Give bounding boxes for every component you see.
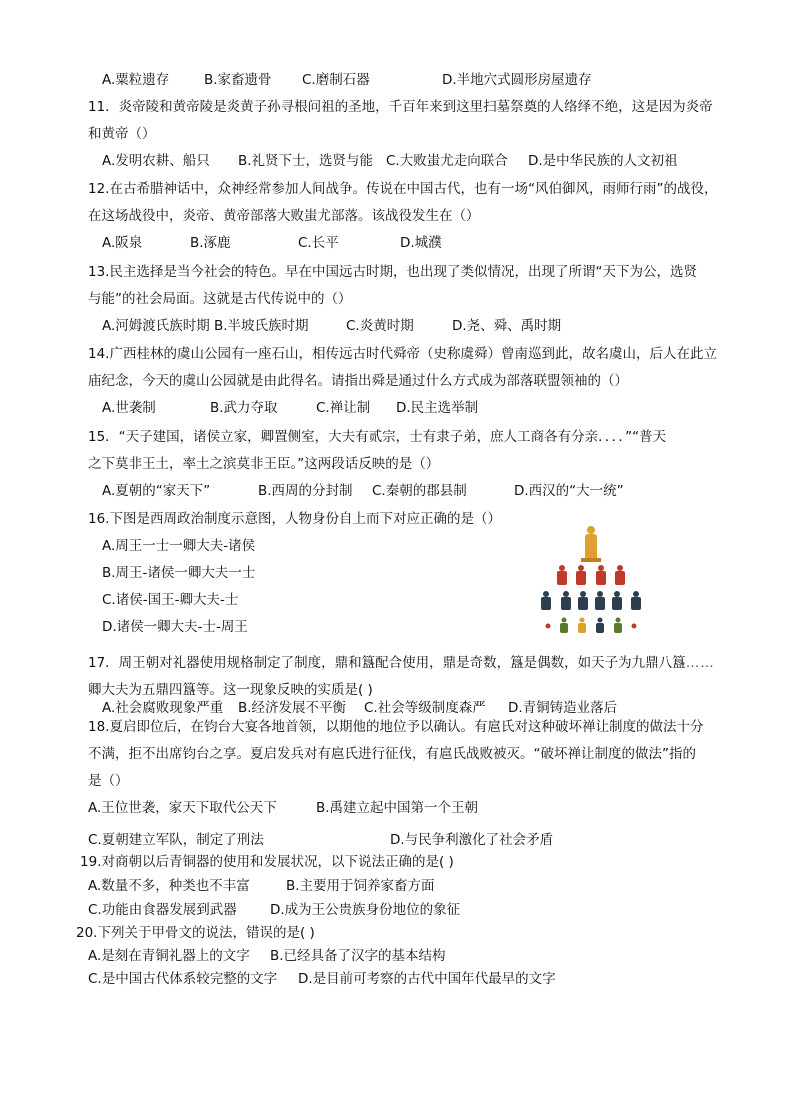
q16-option-b[interactable]: B.周王-诸侯一卿大夫一士: [102, 565, 256, 581]
q16-option-a[interactable]: A.周王一士一卿大夫-诸侯: [102, 538, 256, 554]
q11-option-b[interactable]: B.礼贤下士，选贤与能: [238, 153, 374, 169]
q17-option-c[interactable]: C.社会等级制度森严: [364, 700, 486, 716]
q10-option-b[interactable]: B.家畜遗骨: [204, 72, 272, 88]
q20-option-c[interactable]: C.是中国古代体系较完整的文字: [88, 971, 278, 987]
q11-option-a[interactable]: A.发明农耕、船只: [102, 153, 210, 169]
q16-option-d[interactable]: D.诸侯一卿大夫-士-周王: [102, 619, 248, 635]
q18-stem-3: 是（）: [88, 773, 129, 789]
q10-option-c[interactable]: C.磨制石器: [302, 72, 370, 88]
q20-options-row-1: [88, 946, 708, 966]
q12-option-c[interactable]: C.长平: [298, 235, 339, 251]
q17-stem-1: [88, 653, 715, 673]
q19-option-d[interactable]: D.成为王公贵族身份地位的象征: [270, 902, 461, 918]
q15-option-d[interactable]: D.西汉的“大一统”: [514, 483, 624, 499]
q11-stem-2: 和黄帝（）: [88, 126, 156, 142]
q11-option-d[interactable]: D.是中华民族的人文初祖: [528, 153, 678, 169]
q13-option-b[interactable]: B.半坡氏族时期: [214, 318, 309, 334]
q13-stem-2: 与能”的社会局面。这就是古代传说中的（）: [88, 291, 352, 307]
q15-option-b[interactable]: B.西周的分封制: [258, 483, 353, 499]
q15-option-c[interactable]: C.秦朝的郡县制: [372, 483, 467, 499]
q18-options-row-2: [88, 830, 688, 850]
q16-stem: 16.下图是西周政治制度示意图，人物身份自上而下对应正确的是（）: [88, 511, 501, 527]
q13-stem-1: 13.民主选择是当今社会的特色。早在中国远古时期，也出现了类似情况，出现了所谓“天下为公，选贤: [88, 264, 697, 280]
q13-option-c[interactable]: C.炎黄时期: [346, 318, 414, 334]
q13-options: [102, 316, 702, 336]
q17-option-a[interactable]: A.社会腐败现象严重: [102, 700, 224, 716]
q18-stem-2: 不满，拒不出席钧台之享。夏启发兵对有扈氏进行征伐，有扈氏战败被灭。“破坏禅让制度的做法”指的: [88, 746, 696, 762]
q19-option-b[interactable]: B.主要用于饲养家畜方面: [286, 878, 435, 894]
q13-option-a[interactable]: A.河姆渡氏族时期: [102, 318, 210, 334]
q20-options-row-2: [88, 969, 728, 989]
q17-stem-2: 卿大夫为五鼎四簋等。这一现象反映的实质是( ): [88, 682, 373, 698]
q18-options-row-1: [88, 798, 688, 818]
q19-stem: 19.对商朝以后青铜器的使用和发展状况，以下说法正确的是( ): [80, 854, 454, 870]
q13-option-d[interactable]: D.尧、舜、禹时期: [452, 318, 562, 334]
q11-stem-1: 11．炎帝陵和黄帝陵是炎黄子孙寻根问祖的圣地，千百年来到这里扫墓祭奠的人络绎不绝，这是因为炎帝: [88, 99, 713, 115]
minister-figures: [541, 591, 641, 610]
q17-options: [102, 698, 742, 718]
q11-options: [102, 151, 722, 171]
q17-option-d[interactable]: D.青铜铸造业落后: [508, 700, 618, 716]
q17-option-b[interactable]: B.经济发展不平衡: [238, 700, 347, 716]
q20-stem: 20.下列关于甲骨文的说法，错误的是( ): [76, 925, 315, 941]
q14-option-b[interactable]: B.武力夺取: [210, 400, 278, 416]
king-figure: [581, 526, 601, 562]
q18-stem-1: 18.夏启即位后，在钧台大宴各地首领，以期他的地位予以确认。有扈氏对这种破坏禅让制度的做法十分: [88, 719, 704, 735]
q19-option-c[interactable]: C.功能由食器发展到武器: [88, 902, 237, 918]
q12-stem-1: 12.在古希腊神话中，众神经常参加人间战争。传说在中国古代，也有一场“风伯御风，雨师行雨”的战役，: [88, 181, 718, 197]
q11-option-c[interactable]: C.大败蚩尤走向联合: [386, 153, 508, 169]
q18-option-d[interactable]: D.与民争利激化了社会矛盾: [390, 832, 554, 848]
q15-option-a[interactable]: A.夏朝的“家天下”: [102, 483, 211, 499]
q19-options-row-1: [88, 876, 688, 896]
q12-option-a[interactable]: A.阪泉: [102, 235, 143, 251]
q20-option-a[interactable]: A.是刻在青铜礼器上的文字: [88, 948, 250, 964]
q20-option-b[interactable]: B.已经具备了汉字的基本结构: [270, 948, 446, 964]
q17-stem-1-text: 17．周王朝对礼器使用规格制定了制度，鼎和簋配合使用，鼎是奇数，簋是偶数，如天子为九鼎八簋: [88, 655, 686, 671]
q15-stem-2: 之下莫非王土，率土之滨莫非王臣。”这两段话反映的是（）: [88, 456, 440, 472]
q14-option-d[interactable]: D.民主选举制: [396, 400, 479, 416]
scholar-figures: [546, 618, 637, 634]
q18-option-a[interactable]: A.王位世袭，家天下取代公天下: [88, 800, 277, 816]
noble-figures: [557, 565, 625, 585]
q15-options: [102, 481, 722, 501]
q10-options: [102, 70, 702, 90]
q20-option-d[interactable]: D.是目前可考察的古代中国年代最早的文字: [298, 971, 556, 987]
q14-stem-2: 庙纪念，今天的虞山公园就是由此得名。请指出舜是通过什么方式成为部落联盟领袖的（）: [88, 373, 628, 389]
q14-stem-1: 14.广西桂林的虞山公园有一座石山，相传远古时代舜帝（史称虞舜）曾南巡到此，故名虞山，后人在此立: [88, 346, 717, 362]
q16-option-c[interactable]: C.诸侯-国王-卿大夫-士: [102, 592, 239, 608]
q10-option-a[interactable]: A.粟粒遗存: [102, 72, 170, 88]
q17-stem-1-ellipsis: ……: [685, 655, 715, 671]
q19-option-a[interactable]: A.数量不多，种类也不丰富: [88, 878, 250, 894]
q14-options: [102, 398, 702, 418]
q12-stem-2: 在这场战役中，炎帝、黄帝部落大败蚩尤部落。该战役发生在（）: [88, 208, 480, 224]
q18-option-c[interactable]: C.夏朝建立军队，制定了刑法: [88, 832, 264, 848]
q19-options-row-2: [88, 900, 688, 920]
q12-option-b[interactable]: B.涿鹿: [190, 235, 231, 251]
q15-stem-1: 15．“天子建国，诸侯立家，卿置侧室，大夫有贰宗，士有隶子弟，庶人工商各有分亲．．．．”“普天: [88, 429, 667, 445]
western-zhou-hierarchy-figure: [526, 520, 656, 638]
q14-option-a[interactable]: A.世袭制: [102, 400, 156, 416]
q12-option-d[interactable]: D.城濮: [400, 235, 442, 251]
q18-option-b[interactable]: B.禹建立起中国第一个王朝: [316, 800, 479, 816]
q12-options: [102, 233, 702, 253]
q14-option-c[interactable]: C.禅让制: [316, 400, 371, 416]
q10-option-d[interactable]: D.半地穴式圆形房屋遗存: [442, 72, 592, 88]
